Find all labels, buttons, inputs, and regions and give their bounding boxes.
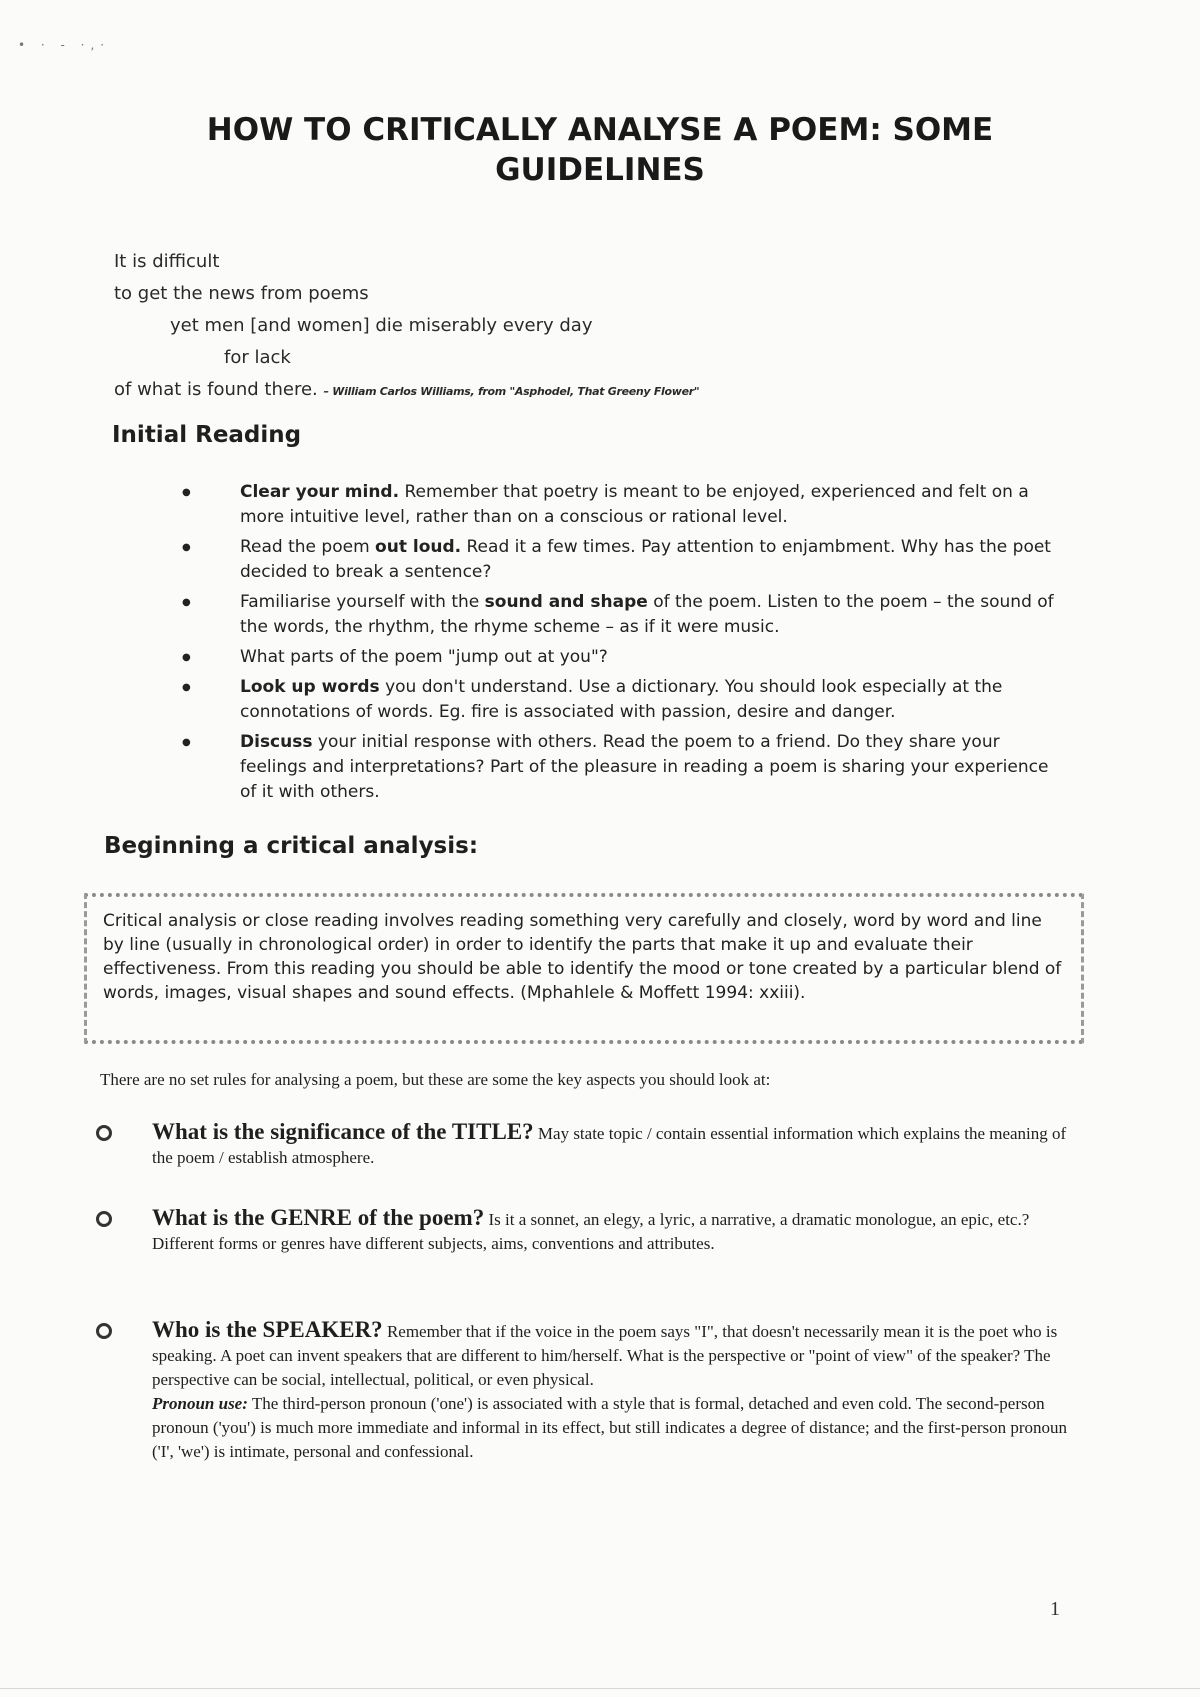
bullet-bold: Look up words [240, 677, 380, 697]
bullet-bold: Discuss [240, 732, 313, 752]
bullet-bold: Clear your mind. [240, 482, 400, 502]
page-number: 1 [1050, 1598, 1060, 1620]
list-item [180, 535, 1060, 585]
initial-reading-heading: Initial Reading [112, 422, 302, 448]
pronoun-use-label: Pronoun use: [152, 1394, 248, 1413]
aspect-text: May state topic / contain essential information which explains the meaning of the poem / establish atmosphere. [152, 1124, 1067, 1167]
page-title: HOW TO CRITICALLY ANALYSE A POEM: SOME GUIDELINES [206, 112, 994, 188]
list-item [180, 480, 1060, 530]
circle-bullet-icon [96, 1125, 112, 1141]
bullet-bold: sound and shape [484, 592, 648, 612]
scan-specks: • · - ·,· [18, 38, 111, 52]
bullet-lead: What parts of the poem "jump out at you"? [240, 647, 608, 667]
pronoun-use-text: The third-person pronoun ('one') is associated with a style that is formal, detached and even cold. The second-person pronoun ('you') is much more immediate and informal in its effect, but still indicates a degree of distance; and the first-person pronoun ('I', 'we') is intimate, personal and confessional. [152, 1394, 1068, 1461]
epigraph-line: It is difficult [114, 251, 220, 272]
aspect-body [152, 1206, 1076, 1256]
epigraph [114, 246, 1014, 406]
epigraph-line: for lack [224, 347, 291, 368]
close-reading-box: Critical analysis or close reading involves reading something very carefully and closely, word by word and line by line (usually in chronological order) in order to identify the parts that make it up and evaluate their effectiveness. From this reading you should be able to identify the mood or tone created by a particular blend of words, images, visual shapes and sound effects. (Mphahlele & Moffett 1994: xxiii). [84, 893, 1084, 1044]
bullet-bold: out loud. [375, 537, 462, 557]
bullet-lead: Familiarise yourself with the [240, 592, 485, 612]
list-item [180, 645, 1060, 670]
bullet-text: your initial response with others. Read the poem to a friend. Do they share your feelings and interpretations? Part of the pleasure in reading a poem is sharing your experience of it with others. [240, 732, 1049, 802]
scan-edge [0, 1688, 1200, 1689]
list-item [96, 1206, 1076, 1256]
epigraph-line: yet men [and women] die miserably every day [170, 315, 593, 336]
epigraph-last-line [114, 374, 1014, 406]
circle-bullet-icon [96, 1211, 112, 1227]
aspect-text: Remember that if the voice in the poem says "I", that doesn't necessarily mean it is the poet who is speaking. A poet can invent speakers that are different to him/herself. What is the perspective or "point of view" of the speaker? The perspective can be social, intellectual, political, or even physical. [152, 1322, 1058, 1389]
aspects-intro: There are no set rules for analysing a poem, but these are some the key aspects you should look at: [100, 1070, 771, 1089]
aspect-question: Who is the SPEAKER? [152, 1317, 383, 1342]
list-item [96, 1318, 1076, 1464]
aspect-text: Is it a sonnet, an elegy, a lyric, a narrative, a dramatic monologue, an epic, etc.? Different forms or genres have different subjects, aims, conventions and attributes. [152, 1210, 1030, 1253]
list-item [180, 730, 1060, 805]
list-item [180, 675, 1060, 725]
aspect-body [152, 1318, 1076, 1464]
aspect-body [152, 1120, 1076, 1170]
aspect-question: What is the GENRE of the poem? [152, 1205, 485, 1230]
bullet-text: Read it a few times. Pay attention to enjambment. Why has the poet decided to break a sentence? [240, 537, 1051, 582]
bullet-text: of the poem. Listen to the poem – the sound of the words, the rhythm, the rhyme scheme – as if it were music. [240, 592, 1054, 637]
circle-bullet-icon [96, 1323, 112, 1339]
initial-reading-list [180, 480, 1060, 810]
critical-analysis-heading: Beginning a critical analysis: [104, 833, 479, 859]
list-item [96, 1120, 1076, 1170]
epigraph-line: to get the news from poems [114, 283, 369, 304]
bullet-text: Remember that poetry is meant to be enjoyed, experienced and felt on a more intuitive level, rather than on a conscious or rational level. [240, 482, 1029, 527]
bullet-text: you don't understand. Use a dictionary. You should look especially at the connotations of words. Eg. fire is associated with passion, desire and danger. [240, 677, 1003, 722]
list-item [180, 590, 1060, 640]
aspect-question: What is the significance of the TITLE? [152, 1119, 534, 1144]
epigraph-attribution: – William Carlos Williams, from "Asphodel, That Greeny Flower" [323, 385, 700, 398]
bullet-lead: Read the poem [240, 537, 376, 557]
epigraph-line: of what is found there. [114, 379, 318, 400]
